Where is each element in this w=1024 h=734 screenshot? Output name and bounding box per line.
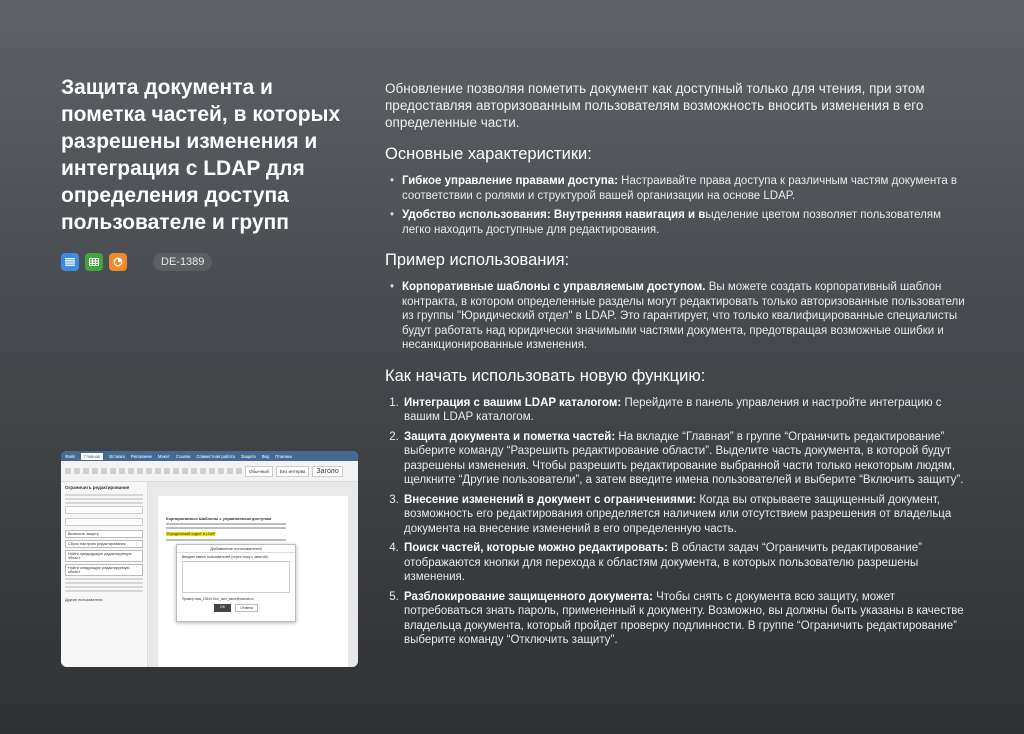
tab-collaboration: Совместная работа: [196, 453, 235, 459]
list-item: [402, 280, 965, 353]
tab-references: Ссылки: [175, 453, 191, 459]
panel-input: [65, 506, 143, 514]
style-normal: Обычный: [245, 466, 273, 477]
panel-line: [65, 578, 143, 580]
step-bold: Разблокирование защищенного документа:: [404, 590, 653, 603]
panel-line: [65, 590, 143, 592]
step-text: Перейдите в панель управления и настройте интеграцию с вашим LDAP каталогом.: [404, 396, 942, 423]
dialog-hint: Введите имена пользователей (через точку с запятой): [182, 555, 268, 559]
add-users-dialog: [176, 544, 296, 622]
dialog-title: Добавление пользователей: [177, 545, 295, 553]
panel-button: Сброс настроек редактирования: [65, 540, 143, 548]
example-text: Вы можете создать корпоративный шаблон контракта, в котором определенные разделы могут редактировать только авторизованные пользователи из группы "Юридический отдел" в LDAP. Это гарантирует, что только квалифицированные специалисты будут работать над юридически значимыми частями документа, предотвращая возможные ошибки и несанкционированные изменения.: [402, 281, 965, 351]
toolbar-glyph: [83, 468, 89, 474]
panel-line: [65, 586, 143, 588]
left-column: [61, 74, 361, 271]
tab-insert: Вставка: [109, 453, 125, 459]
text-line: [166, 539, 286, 541]
toolbar-glyph: [164, 468, 170, 474]
text-line: [166, 527, 286, 529]
issue-badge: DE-1389: [153, 253, 212, 271]
editor-toolbar: [61, 461, 358, 482]
page-title: Защита документа и пометка частей, в которых разрешены изменения и интеграция с LDAP для определения доступа пользователе и групп: [61, 76, 341, 234]
tab-file: Файл: [65, 453, 76, 459]
restrict-editing-panel: [61, 482, 148, 667]
toolbar-glyph: [119, 468, 125, 474]
style-heading: Заголо: [312, 466, 342, 477]
panel-title: Ограничить редактирование: [65, 485, 130, 490]
document-area: [148, 482, 358, 667]
toolbar-glyph: [128, 468, 134, 474]
example-bold: Корпоративные шаблоны с управляемым доступом.: [402, 281, 706, 293]
toolbar-glyph: [146, 468, 152, 474]
toolbar-glyph: [209, 468, 215, 474]
toolbar-glyph: [236, 468, 242, 474]
tab-protection: Защита: [240, 453, 256, 459]
editor-body: [61, 482, 358, 667]
editor-screenshot: [61, 451, 358, 667]
panel-line: [65, 582, 143, 584]
feature-text: Настраивайте права доступа к различным частям документа в соответствии с ролями и структурой вашей организации на основе LDAP.: [402, 175, 958, 202]
panel-button: Найти следующую редактируемую област: [65, 564, 143, 576]
toolbar-glyph: [65, 468, 71, 474]
toolbar-glyph: [110, 468, 116, 474]
step-text: Чтобы снять с документа всю защиту, может потребоваться знать пароль, примененный к документу. Возможно, вы должны быть указаны в качестве владельца документа, который пройдет проверку подлинности. В группе “Ограничить редактирование” выберите команду “Отключить защиту”.: [404, 590, 964, 646]
toolbar-glyph: [101, 468, 107, 474]
toolbar-glyph: [191, 468, 197, 474]
feature-bold: Гибкое управление правами доступа:: [402, 175, 618, 187]
toolbar-glyph: [200, 468, 206, 474]
list-item: [402, 174, 965, 203]
features-heading: Основные характеристики:: [385, 145, 592, 163]
list-item: [402, 541, 965, 585]
editor-tabs-bar: [61, 451, 358, 461]
document-text: [166, 516, 286, 543]
intro-text: Обновление позволяя пометить документ как доступный только для чтения, при этом предоставляя авторизованным пользователям возможность вносить изменения в его определенные части.: [385, 81, 925, 130]
step-bold: Защита документа и пометка частей:: [404, 430, 616, 443]
tab-plugins: Плагины: [275, 453, 293, 459]
cancel-button: Отмена: [235, 604, 258, 612]
toolbar-glyph: [74, 468, 80, 474]
step-text: Когда вы открываете защищенный документ, возможность его редактирования определяется наличием или отсутствием разрешения от владельца документа на внесение изменений в его определенную часть.: [404, 493, 952, 535]
howto-steps: [385, 396, 965, 648]
list-item: [402, 208, 965, 237]
tab-layout: Макет: [157, 453, 170, 459]
panel-button: Найти предыдущую редактируемую област: [65, 550, 143, 562]
toolbar-glyph: [155, 468, 161, 474]
list-item: [402, 396, 965, 425]
step-text: В области задач “Ограничить редактирование” отображаются кнопки для перехода к областям документа, в которых пользователю разрешены изменения.: [404, 542, 923, 583]
step-bold: Поиск частей, которые можно редактировать:: [404, 542, 668, 554]
toolbar-glyph: [182, 468, 188, 474]
toolbar-glyph: [227, 468, 233, 474]
spreadsheet-editor-icon: [85, 253, 103, 271]
example-list: [385, 280, 965, 353]
panel-input: [65, 518, 143, 526]
list-item: [402, 493, 965, 537]
toolbar-glyph: [218, 468, 224, 474]
panel-line: [65, 502, 143, 504]
text-line: [166, 523, 286, 525]
toolbar-glyph: [173, 468, 179, 474]
panel-line: [65, 494, 143, 496]
feature-text: ыделение цветом позволяет пользователям легко находить доступные для редактирования.: [402, 209, 942, 236]
dialog-buttons: [177, 604, 295, 612]
dialog-example: Пример: имя_23344;Yoru_user_name@domain.ru: [182, 597, 255, 601]
presentation-editor-icon: [109, 253, 127, 271]
panel-line: [65, 498, 143, 500]
right-column: [385, 80, 965, 653]
tab-home: Главная: [81, 453, 103, 460]
doc-highlight: "Юридический отдел" в LDAP: [166, 532, 216, 536]
list-item: [402, 430, 965, 488]
tags-row: [61, 253, 361, 271]
step-bold: Интеграция с вашим LDAP каталогом:: [404, 396, 622, 409]
list-item: [402, 590, 965, 648]
dialog-textarea: [182, 561, 290, 593]
toolbar-glyph: [137, 468, 143, 474]
features-list: [385, 174, 965, 237]
toolbar-glyph: [92, 468, 98, 474]
panel-footer: Другие пользователи: [65, 598, 103, 602]
example-heading: Пример использования:: [385, 251, 570, 269]
doc-heading: Корпоративные Шаблоны с управляемым доступом: [166, 516, 272, 521]
document-editor-icon: [61, 253, 79, 271]
tab-view: Вид: [261, 453, 270, 459]
style-no-spacing: Без интерва: [276, 466, 310, 477]
feature-bold: Удобство использования: Внутренняя навигация и в: [402, 209, 706, 221]
step-bold: Внесение изменений в документ с ограничениями:: [404, 493, 697, 506]
ok-button: OK: [214, 604, 231, 612]
tab-draw: Рисование: [130, 453, 152, 459]
document-page: [158, 496, 348, 667]
step-text: На вкладке “Главная” в группе “Ограничить редактирование” выберите команду “Разрешить редактирование области”. Выделите часть документа, в которой будут разрешены изменения. Чтобы разрешить редактирование выбранной части только некоторым людям, щелкните “Другие пользователи”, а затем введите имена пользователей и выберите “Включить защиту”.: [404, 430, 964, 486]
panel-button: Включить защиту: [65, 530, 143, 538]
howto-heading: Как начать использовать новую функцию:: [385, 366, 706, 385]
